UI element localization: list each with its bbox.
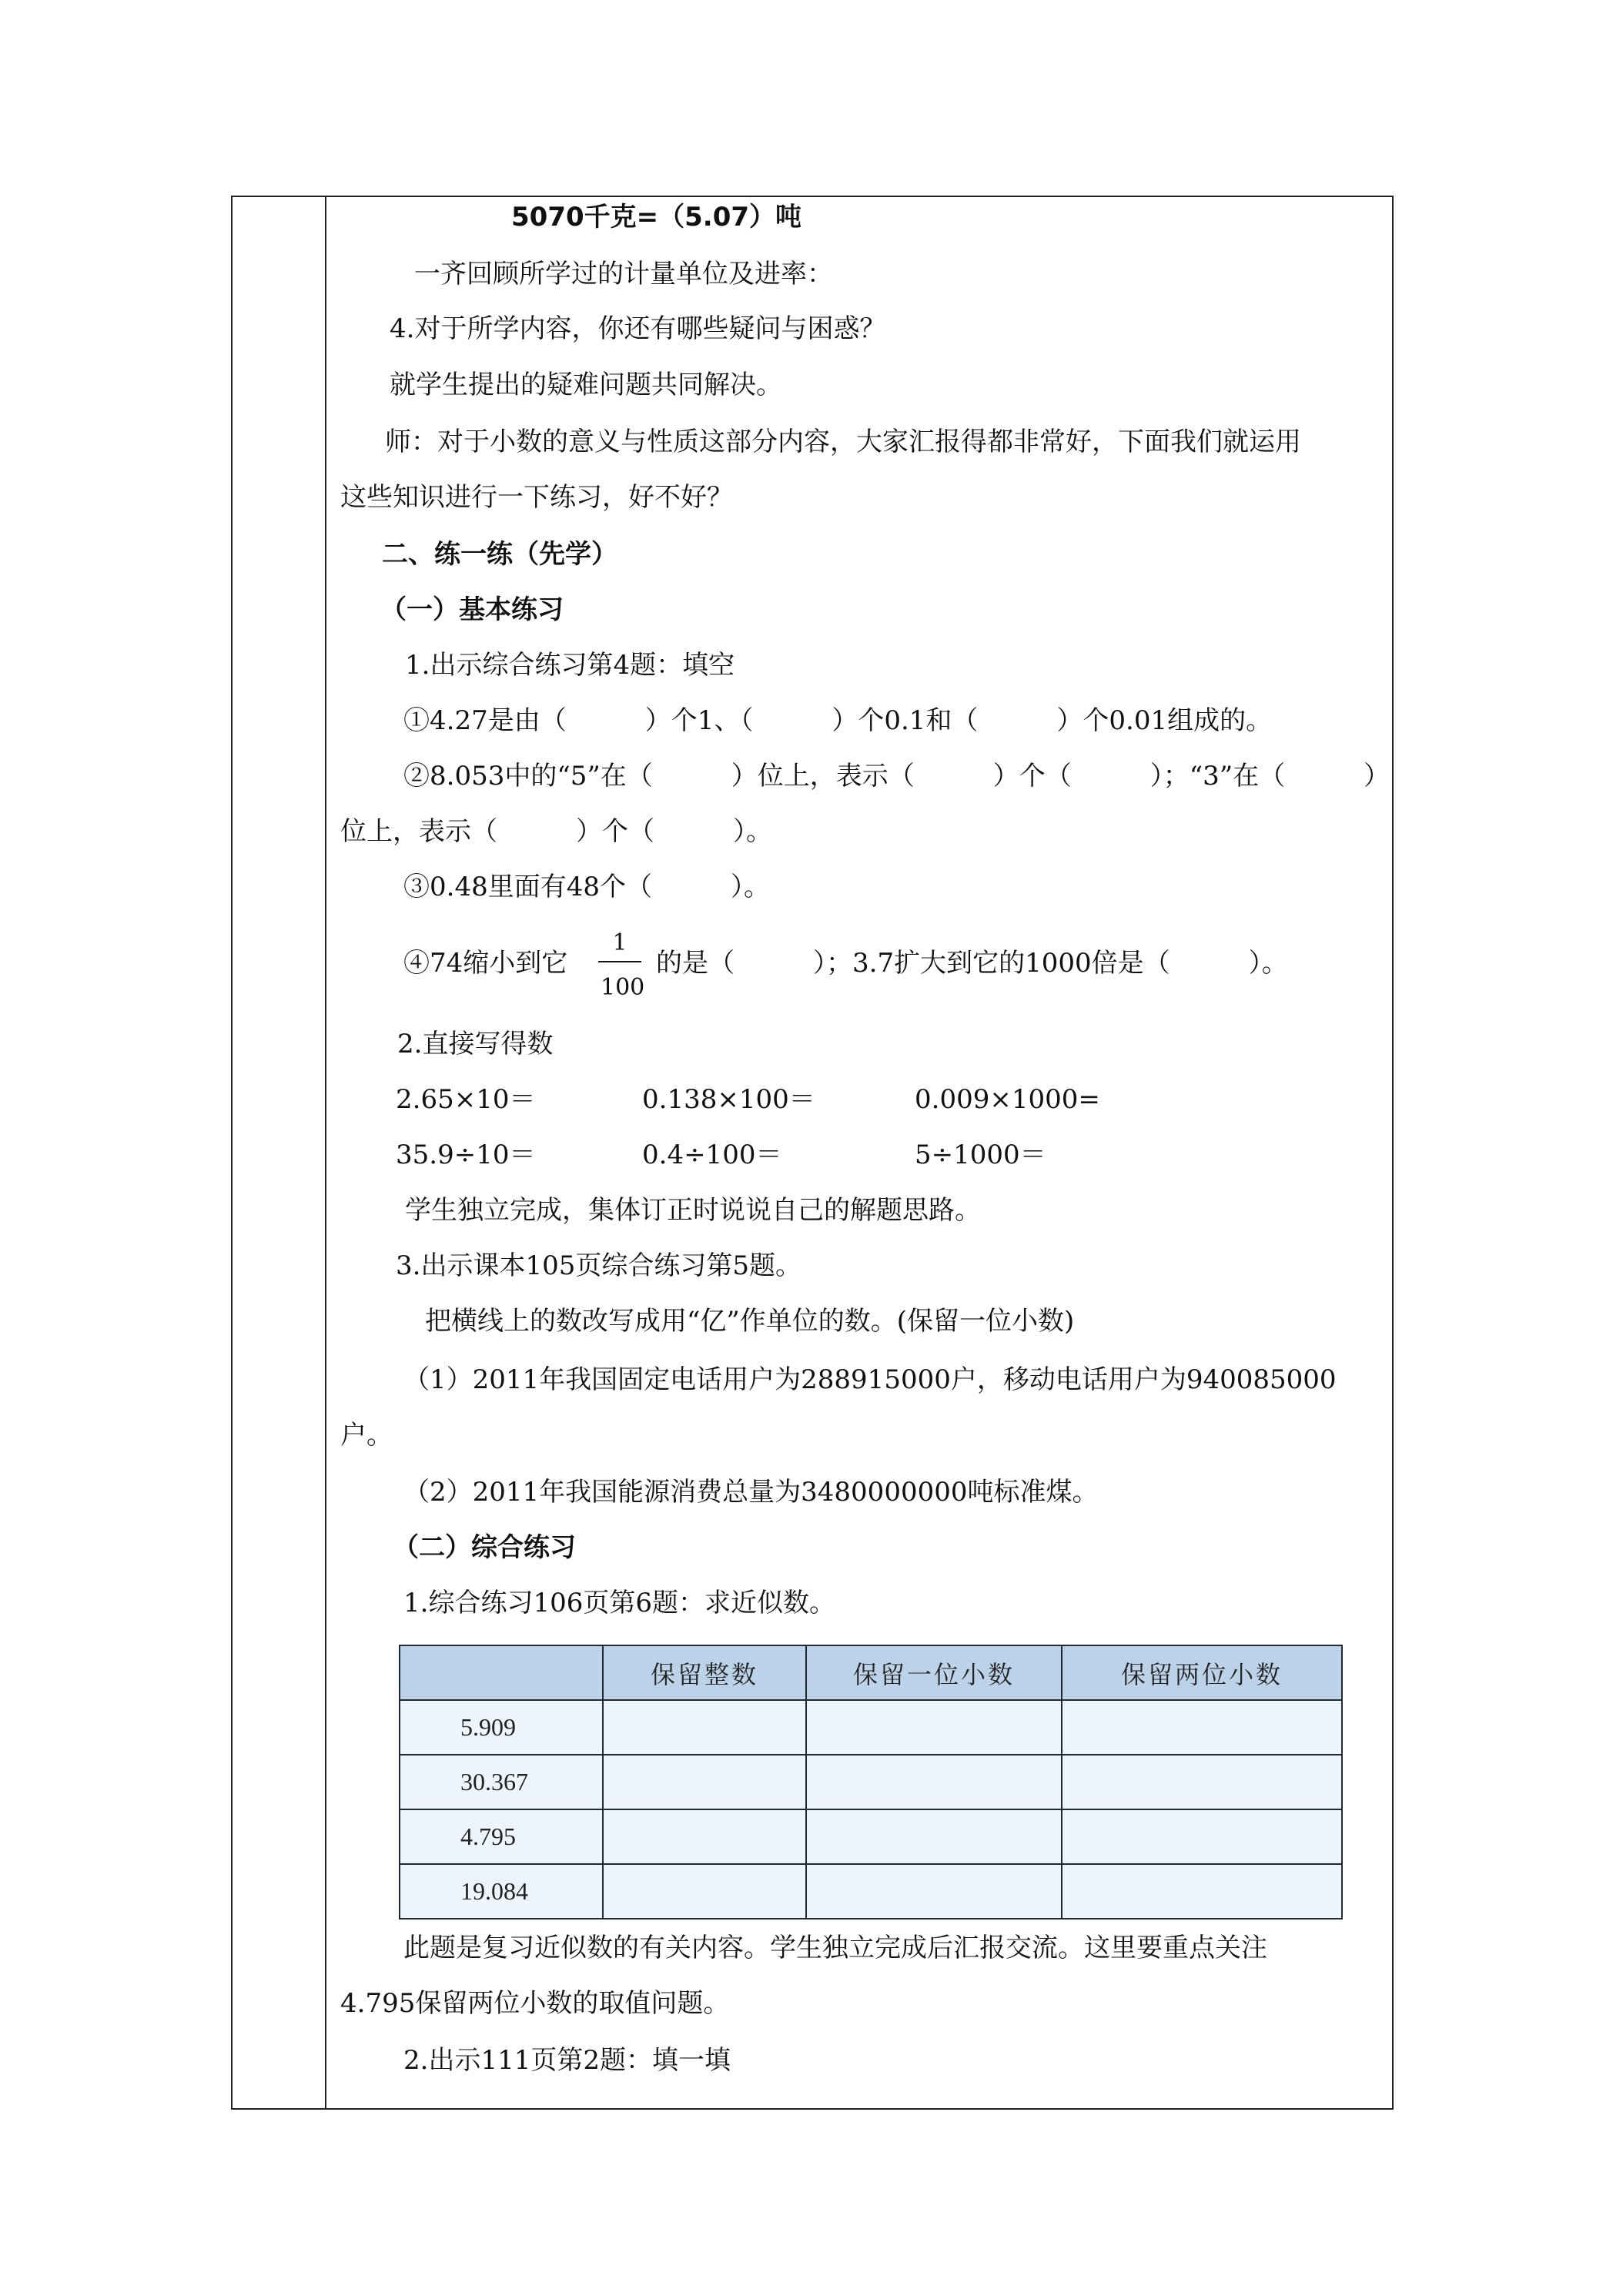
subsection-heading-comprehensive: （二）综合练习	[393, 1532, 576, 1563]
table-header-round-integer: 保留整数	[603, 1645, 806, 1700]
fraction-numerator: 1	[612, 929, 627, 956]
fraction-denominator: 100	[601, 974, 645, 1001]
answer-cell	[1062, 1700, 1342, 1755]
exercise-2-title: 2.直接写得数	[397, 1029, 554, 1059]
table-row-label: 30.367	[400, 1755, 603, 1809]
exercise-3-item-1-line-2: 户。	[340, 1420, 393, 1451]
table-row-label: 19.084	[400, 1864, 603, 1919]
calc-35-9div10: 35.9÷10＝	[396, 1140, 536, 1170]
exercise-1-item-2-line-1: ②8.053中的“5”在（ ）位上，表示（ ）个（ ）；“3”在（ ）	[403, 761, 1390, 792]
table-row	[400, 1809, 1342, 1864]
table-row-label: 5.909	[400, 1700, 603, 1755]
table-header-blank	[400, 1645, 603, 1700]
answer-cell	[1062, 1809, 1342, 1864]
calc-5div1000: 5÷1000＝	[915, 1140, 1046, 1170]
answer-cell	[806, 1809, 1062, 1864]
table-row	[400, 1864, 1342, 1919]
table-row-label: 4.795	[400, 1809, 603, 1864]
table-header-one-decimal: 保留一位小数	[806, 1645, 1062, 1700]
table-header-row	[400, 1645, 1342, 1700]
calc-0-4div100: 0.4÷100＝	[642, 1140, 782, 1170]
table-header-two-decimals: 保留两位小数	[1062, 1645, 1342, 1700]
approximation-note-line-2: 4.795保留两位小数的取值问题。	[340, 1988, 730, 2019]
exercise-1-item-3: ③0.48里面有48个（ ）。	[403, 872, 770, 902]
exercise-3-title: 3.出示课本105页综合练习第5题。	[396, 1250, 801, 1281]
exercise-1-item-2-line-2: 位上，表示（ ）个（ ）。	[340, 816, 772, 847]
section-heading-practice: 二、练一练（先学）	[382, 539, 617, 570]
table-row	[400, 1755, 1342, 1809]
answer-cell	[603, 1864, 806, 1919]
independent-work-note: 学生独立完成，集体订正时说说自己的解题思路。	[405, 1195, 981, 1226]
exercise-1-item-1: ①4.27是由（ ）个1、（ ）个0.1和（ ）个0.01组成的。	[403, 705, 1273, 736]
answer-cell	[1062, 1755, 1342, 1809]
question-4-line: 4.对于所学内容，你还有哪些疑问与困惑？	[390, 313, 886, 344]
teacher-remark-line-1: 师：对于小数的意义与性质这部分内容，大家汇报得都非常好，下面我们就运用	[385, 427, 1301, 457]
exercise-3-instruction: 把横线上的数改写成用“亿”作单位的数。(保留一位小数)	[425, 1306, 1075, 1337]
answer-cell	[806, 1755, 1062, 1809]
solve-doubts-line: 就学生提出的疑难问题共同解决。	[390, 370, 782, 400]
exercise-3-item-2: （2）2011年我国能源消费总量为3480000000吨标准煤。	[403, 1477, 1099, 1508]
calc-0-138x100: 0.138×100＝	[642, 1084, 815, 1115]
answer-cell	[1062, 1864, 1342, 1919]
answer-cell	[806, 1700, 1062, 1755]
calc-2-65x10: 2.65×10＝	[396, 1084, 536, 1115]
review-units-line: 一齐回顾所学过的计量单位及进率：	[414, 259, 833, 290]
conversion-line: 5070千克=（5.07）吨	[511, 202, 802, 233]
table-row	[400, 1700, 1342, 1755]
fraction-bar	[598, 961, 641, 962]
comprehensive-exercise-2-title: 2.出示111页第2题：填一填	[403, 2045, 731, 2076]
approximation-note-line-1: 此题是复习近似数的有关内容。学生独立完成后汇报交流。这里要重点关注	[403, 1933, 1267, 1963]
exercise-1-item-4-suffix: 的是（ ）；3.7扩大到它的1000倍是（ ）。	[656, 948, 1288, 979]
approximation-table	[399, 1645, 1343, 1919]
exercise-3-item-1-line-1: （1）2011年我国固定电话用户为288915000户，移动电话用户为940085000	[403, 1364, 1337, 1395]
answer-cell	[603, 1809, 806, 1864]
comprehensive-exercise-1-title: 1.综合练习106页第6题：求近似数。	[403, 1588, 835, 1618]
answer-cell	[806, 1864, 1062, 1919]
calc-0-009x1000: 0.009×1000=	[915, 1084, 1100, 1115]
answer-cell	[603, 1755, 806, 1809]
column-divider	[325, 197, 326, 2108]
subsection-heading-basic: （一）基本练习	[380, 594, 564, 625]
answer-cell	[603, 1700, 806, 1755]
teacher-remark-line-2: 这些知识进行一下练习，好不好？	[340, 482, 733, 513]
exercise-1-title: 1.出示综合练习第4题：填空	[405, 650, 735, 681]
exercise-1-item-4-prefix: ④74缩小到它	[403, 948, 568, 979]
